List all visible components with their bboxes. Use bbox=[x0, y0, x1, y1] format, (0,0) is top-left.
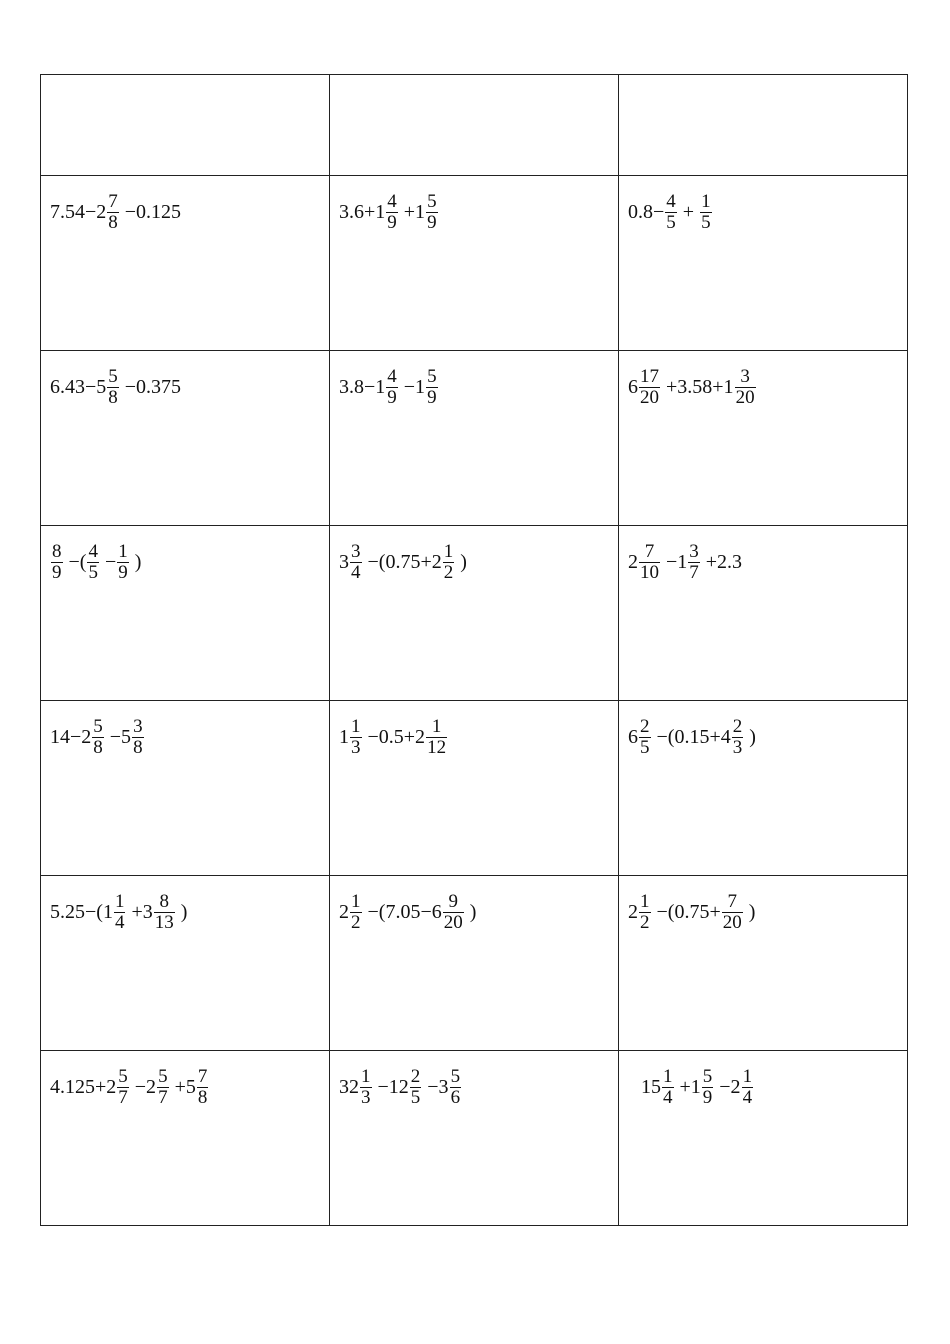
math-expression bbox=[330, 1051, 618, 1115]
fraction-numerator: 4 bbox=[666, 190, 676, 212]
fraction-numerator: 1 bbox=[640, 890, 650, 912]
fraction-denominator: 20 bbox=[735, 386, 755, 408]
problem-cell bbox=[330, 876, 619, 1051]
fraction bbox=[350, 542, 362, 583]
expression-text: 32 bbox=[339, 1076, 359, 1098]
expression-text: 1 bbox=[339, 726, 349, 748]
fraction bbox=[426, 367, 438, 408]
expression-text: ) bbox=[744, 726, 756, 748]
expression-text: 3.6+1 bbox=[339, 201, 386, 223]
fraction-denominator: 4 bbox=[351, 561, 361, 583]
math-expression bbox=[619, 526, 907, 590]
math-expression bbox=[41, 876, 329, 940]
fraction-numerator: 7 bbox=[108, 190, 118, 212]
fraction-numerator: 5 bbox=[108, 365, 118, 387]
expression-text: +3.58+1 bbox=[661, 376, 734, 398]
fraction bbox=[702, 1067, 714, 1108]
expression-text: 15 bbox=[641, 1076, 661, 1098]
fraction-denominator: 20 bbox=[640, 386, 659, 408]
fraction-numerator: 17 bbox=[640, 365, 659, 387]
fraction bbox=[732, 717, 744, 758]
fraction-numerator: 4 bbox=[387, 365, 397, 387]
fraction-numerator: 7 bbox=[644, 540, 655, 562]
expression-text: + bbox=[677, 201, 700, 223]
fraction-numerator: 9 bbox=[448, 890, 458, 912]
expression-text: −2 bbox=[129, 1076, 157, 1098]
math-expression bbox=[41, 1051, 329, 1115]
math-expression bbox=[41, 526, 329, 590]
fraction-denominator: 7 bbox=[158, 1086, 168, 1108]
problem-cell bbox=[41, 176, 330, 351]
fraction bbox=[700, 192, 712, 233]
expression-text: 2 bbox=[339, 901, 349, 923]
fraction-numerator: 3 bbox=[689, 540, 699, 562]
expression-text: 5.25−(1 bbox=[50, 901, 113, 923]
fraction-numerator: 3 bbox=[351, 540, 361, 562]
fraction-denominator: 8 bbox=[108, 386, 118, 408]
fraction-numerator: 5 bbox=[158, 1065, 168, 1087]
fraction bbox=[360, 1067, 372, 1108]
fraction-denominator: 8 bbox=[197, 1086, 208, 1108]
expression-text: −( bbox=[63, 551, 87, 573]
fraction-denominator: 3 bbox=[351, 736, 361, 758]
problem-cell bbox=[330, 526, 619, 701]
fraction bbox=[639, 367, 660, 408]
math-expression bbox=[41, 351, 329, 415]
fraction bbox=[92, 717, 104, 758]
expression-text: −(0.75+ bbox=[651, 901, 721, 923]
fraction-numerator: 5 bbox=[427, 190, 437, 212]
fraction bbox=[639, 542, 660, 583]
math-expression bbox=[41, 701, 329, 765]
problem-row bbox=[41, 1051, 908, 1226]
math-expression bbox=[330, 876, 618, 940]
fraction-numerator: 5 bbox=[118, 1065, 128, 1087]
fraction-denominator: 10 bbox=[640, 561, 659, 583]
expression-text: −(0.75+2 bbox=[362, 551, 442, 573]
fraction-denominator: 3 bbox=[732, 736, 743, 758]
fraction-denominator: 8 bbox=[108, 211, 118, 233]
fraction-denominator: 20 bbox=[722, 911, 742, 933]
worksheet-body bbox=[41, 75, 908, 1226]
fraction-denominator: 4 bbox=[114, 911, 125, 933]
fraction-numerator: 3 bbox=[133, 715, 143, 737]
expression-text: +1 bbox=[398, 201, 426, 223]
expression-text: −0.375 bbox=[119, 376, 182, 398]
fraction bbox=[426, 192, 438, 233]
fraction bbox=[157, 1067, 169, 1108]
expression-text: +5 bbox=[169, 1076, 196, 1098]
expression-text: −1 bbox=[661, 551, 688, 573]
fraction-numerator: 2 bbox=[410, 1065, 421, 1087]
expression-text: −0.125 bbox=[119, 201, 182, 223]
fraction-numerator: 3 bbox=[740, 365, 750, 387]
problem-row bbox=[41, 176, 908, 351]
expression-text: 2 bbox=[628, 551, 638, 573]
fraction-denominator: 9 bbox=[118, 561, 128, 583]
fraction-denominator: 9 bbox=[387, 211, 397, 233]
fraction-numerator: 1 bbox=[118, 540, 128, 562]
problem-row bbox=[41, 701, 908, 876]
fraction bbox=[350, 717, 362, 758]
fraction bbox=[410, 1067, 422, 1108]
worksheet-table bbox=[40, 74, 908, 1226]
math-expression bbox=[330, 351, 618, 415]
fraction-numerator: 7 bbox=[197, 1065, 208, 1087]
fraction bbox=[117, 1067, 129, 1108]
fraction-numerator: 1 bbox=[742, 1065, 753, 1087]
problem-cell bbox=[41, 701, 330, 876]
fraction-numerator: 1 bbox=[351, 890, 361, 912]
fraction bbox=[735, 367, 756, 408]
expression-text: 3 bbox=[339, 551, 349, 573]
math-expression bbox=[330, 701, 618, 765]
fraction bbox=[197, 1067, 209, 1108]
fraction bbox=[114, 892, 126, 933]
expression-text: −0.5+2 bbox=[362, 726, 426, 748]
expression-text: 6 bbox=[628, 376, 638, 398]
fraction-denominator: 7 bbox=[689, 561, 699, 583]
expression-text: +3 bbox=[126, 901, 153, 923]
problem-cell bbox=[619, 176, 908, 351]
math-expression bbox=[619, 876, 907, 940]
fraction-denominator: 2 bbox=[351, 911, 361, 933]
expression-text: 3.8−1 bbox=[339, 376, 386, 398]
expression-text: 7.54−2 bbox=[50, 201, 107, 223]
expression-text: +2.3 bbox=[700, 551, 743, 573]
expression-text: ) bbox=[175, 901, 188, 923]
fraction bbox=[132, 717, 144, 758]
fraction bbox=[107, 192, 119, 233]
fraction bbox=[350, 892, 362, 933]
expression-text: 4.125+2 bbox=[50, 1076, 117, 1098]
fraction-denominator: 13 bbox=[154, 911, 174, 933]
math-expression bbox=[619, 1051, 907, 1115]
fraction-numerator: 1 bbox=[701, 190, 711, 212]
fraction-numerator: 1 bbox=[663, 1065, 673, 1087]
problem-cell bbox=[330, 176, 619, 351]
problem-cell bbox=[619, 876, 908, 1051]
fraction bbox=[688, 542, 700, 583]
blank-cell bbox=[619, 75, 908, 176]
fraction-denominator: 20 bbox=[443, 911, 463, 933]
fraction-denominator: 5 bbox=[88, 561, 98, 583]
fraction-denominator: 9 bbox=[702, 1086, 713, 1108]
fraction bbox=[443, 892, 464, 933]
fraction-denominator: 8 bbox=[133, 736, 143, 758]
problem-cell bbox=[330, 1051, 619, 1226]
fraction-numerator: 1 bbox=[361, 1065, 371, 1087]
expression-text: 6.43−5 bbox=[50, 376, 107, 398]
expression-text: +1 bbox=[674, 1076, 701, 1098]
math-expression bbox=[330, 176, 618, 240]
problem-cell bbox=[41, 526, 330, 701]
fraction bbox=[639, 717, 651, 758]
expression-text: 2 bbox=[628, 901, 638, 923]
fraction-denominator: 5 bbox=[701, 211, 711, 233]
header-row bbox=[41, 75, 908, 176]
blank-cell bbox=[330, 75, 619, 176]
fraction bbox=[426, 717, 447, 758]
fraction bbox=[386, 367, 398, 408]
blank-cell bbox=[41, 75, 330, 176]
fraction-numerator: 7 bbox=[727, 890, 737, 912]
fraction-numerator: 2 bbox=[732, 715, 743, 737]
expression-text: −5 bbox=[104, 726, 132, 748]
problem-cell bbox=[41, 351, 330, 526]
expression-text: ) bbox=[129, 551, 142, 573]
fraction-denominator: 6 bbox=[450, 1086, 461, 1108]
math-expression bbox=[619, 176, 907, 240]
expression-text: 6 bbox=[628, 726, 638, 748]
problem-cell bbox=[330, 351, 619, 526]
fraction-numerator: 1 bbox=[443, 540, 454, 562]
problem-cell bbox=[619, 701, 908, 876]
expression-text: ) bbox=[743, 901, 756, 923]
problem-cell bbox=[619, 1051, 908, 1226]
fraction-denominator: 9 bbox=[387, 386, 397, 408]
expression-text: −(0.15+4 bbox=[651, 726, 731, 748]
expression-text: −1 bbox=[398, 376, 426, 398]
expression-text: −(7.05−6 bbox=[362, 901, 442, 923]
fraction-numerator: 5 bbox=[450, 1065, 461, 1087]
fraction-denominator: 5 bbox=[666, 211, 676, 233]
problem-row bbox=[41, 876, 908, 1051]
problem-cell bbox=[41, 876, 330, 1051]
fraction-numerator: 5 bbox=[93, 715, 103, 737]
expression-text: −12 bbox=[372, 1076, 409, 1098]
fraction-denominator: 2 bbox=[443, 561, 454, 583]
fraction bbox=[51, 542, 63, 583]
fraction-numerator: 5 bbox=[702, 1065, 713, 1087]
fraction-denominator: 5 bbox=[410, 1086, 421, 1108]
problem-cell bbox=[41, 1051, 330, 1226]
problem-row bbox=[41, 351, 908, 526]
fraction-numerator: 1 bbox=[431, 715, 442, 737]
fraction bbox=[107, 367, 119, 408]
fraction bbox=[639, 892, 651, 933]
math-expression bbox=[41, 176, 329, 240]
fraction bbox=[722, 892, 743, 933]
fraction bbox=[386, 192, 398, 233]
fraction-numerator: 8 bbox=[52, 540, 62, 562]
fraction-numerator: 4 bbox=[387, 190, 397, 212]
math-expression bbox=[619, 701, 907, 765]
fraction-denominator: 8 bbox=[93, 736, 103, 758]
fraction-numerator: 4 bbox=[88, 540, 98, 562]
expression-text: ) bbox=[464, 901, 477, 923]
expression-text: − bbox=[99, 551, 117, 573]
problem-cell bbox=[619, 526, 908, 701]
fraction-numerator: 1 bbox=[351, 715, 361, 737]
fraction-denominator: 3 bbox=[361, 1086, 371, 1108]
fraction-numerator: 1 bbox=[114, 890, 125, 912]
fraction-denominator: 12 bbox=[427, 736, 447, 758]
fraction bbox=[87, 542, 99, 583]
fraction-denominator: 4 bbox=[663, 1086, 673, 1108]
fraction bbox=[443, 542, 455, 583]
fraction-numerator: 5 bbox=[427, 365, 437, 387]
fraction bbox=[665, 192, 677, 233]
fraction-denominator: 4 bbox=[742, 1086, 753, 1108]
problem-row bbox=[41, 526, 908, 701]
fraction-denominator: 7 bbox=[118, 1086, 128, 1108]
fraction bbox=[117, 542, 129, 583]
problem-cell bbox=[330, 701, 619, 876]
fraction bbox=[154, 892, 175, 933]
expression-text: 14−2 bbox=[50, 726, 92, 748]
math-expression bbox=[330, 526, 618, 590]
expression-text: −2 bbox=[714, 1076, 741, 1098]
math-expression bbox=[619, 351, 907, 415]
fraction-denominator: 9 bbox=[52, 561, 62, 583]
problem-cell bbox=[619, 351, 908, 526]
expression-text: ) bbox=[455, 551, 467, 573]
expression-text: 0.8− bbox=[628, 201, 665, 223]
fraction bbox=[450, 1067, 462, 1108]
fraction-denominator: 2 bbox=[640, 911, 650, 933]
fraction bbox=[662, 1067, 674, 1108]
fraction-numerator: 8 bbox=[159, 890, 169, 912]
fraction-denominator: 9 bbox=[427, 211, 437, 233]
expression-text: −3 bbox=[422, 1076, 449, 1098]
fraction-denominator: 5 bbox=[640, 736, 650, 758]
fraction-denominator: 9 bbox=[427, 386, 437, 408]
fraction-numerator: 2 bbox=[640, 715, 650, 737]
fraction bbox=[742, 1067, 754, 1108]
